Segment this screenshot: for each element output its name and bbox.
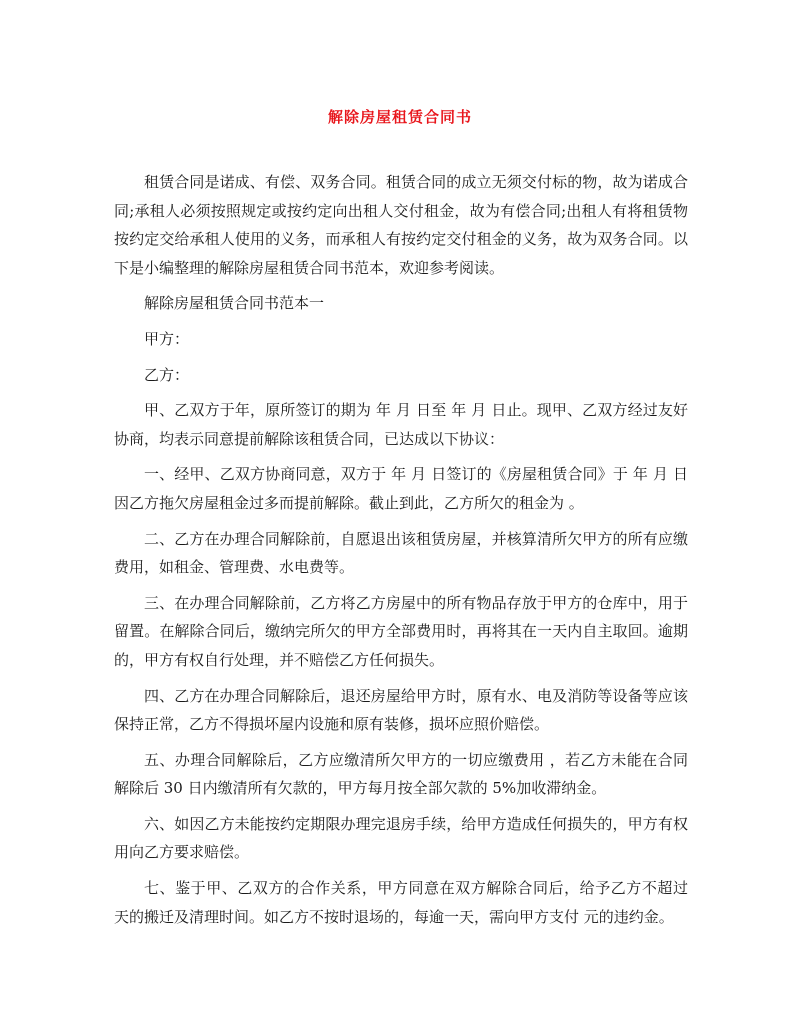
paragraph-clause-6: 六、如因乙方未能按约定期限办理完退房手续，给甲方造成任何损失的，甲方有权用向乙方要求赔偿。 — [114, 814, 688, 862]
document-body — [114, 168, 688, 938]
paragraph-preamble: 甲、乙双方于年，原所签订的期为 年 月 日至 年 月 日止。现甲、乙双方经过友好协商，均表示同意提前解除该租赁合同，已达成以下协议： — [114, 401, 688, 448]
paragraph-party-a: 甲方： — [144, 329, 190, 348]
paragraph-sample-heading: 解除房屋租赁合同书范本一 — [144, 294, 325, 313]
paragraph-clause-5: 五、办理合同解除后，乙方应缴清所欠甲方的一切应缴费用 ，若乙方未能在合同解除后 30 日内缴清所有欠款的，甲方每月按全部欠款的 5%加收滞纳金。 — [114, 750, 688, 798]
paragraph-clause-1: 一、经甲、乙双方协商同意，双方于 年 月 日签订的《房屋租赁合同》于 年 月 日因乙方拖欠房屋租金过多而提前解除。截止到此，乙方所欠的租金为 。 — [114, 465, 688, 512]
paragraph-clause-4: 四、乙方在办理合同解除后，退还房屋给甲方时，原有水、电及消防等设备等应该保持正常，乙方不得损坏屋内设施和原有装修，损坏应照价赔偿。 — [114, 686, 688, 734]
paragraph-clause-7: 七、鉴于甲、乙双方的合作关系，甲方同意在双方解除合同后，给予乙方不超过 天的搬迁及清理时间。如乙方不按时退场的，每逾一天，需向甲方支付 元的违约金。 — [114, 879, 688, 926]
paragraph-clause-3: 三、在办理合同解除前，乙方将乙方房屋中的所有物品存放于甲方的仓库中，用于留置。在解除合同后，缴纳完所欠的甲方全部费用时，再将其在一天内自主取回。逾期的，甲方有权自行处理，并不赔偿乙方任何损失。 — [114, 593, 688, 669]
paragraph-clause-2: 二、乙方在办理合同解除前，自愿退出该租赁房屋，并核算清所欠甲方的所有应缴费用，如租金、管理费、水电费等。 — [114, 529, 688, 577]
paragraph-intro: 租赁合同是诺成、有偿、双务合同。租赁合同的成立无须交付标的物，故为诺成合同;承租人必须按照规定或按约定向出租人交付租金，故为有偿合同;出租人有将租赁物按约定交给承租人使用的义务，而承租人有按约定交付租金的义务，故为双务合同。以下是小编整理的解除房屋租赁合同书范本，欢迎参考阅读。 — [114, 173, 688, 277]
paragraph-party-b: 乙方： — [144, 365, 190, 384]
document-title: 解除房屋租赁合同书 — [327, 108, 472, 126]
